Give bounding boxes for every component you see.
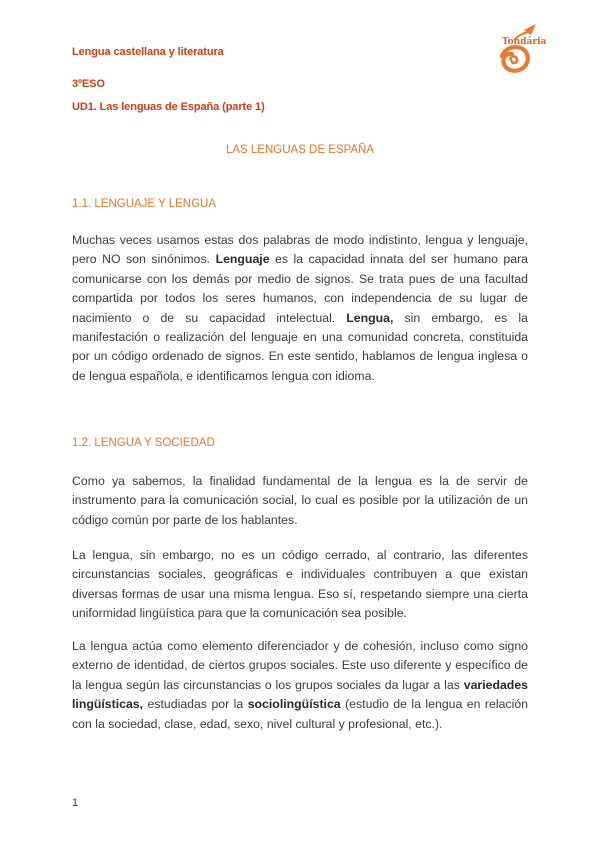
header-unit: UD1. Las lenguas de España (parte 1)	[72, 101, 265, 113]
paragraph: Muchas veces usamos estas dos palabras de modo indistinto, lengua y lenguaje, pero NO son sinónimos. Lenguaje es la capacidad innata del ser humano para comunicarse con los demás por medio de signos. Se trata pues de una facultad compartida por todos los seres humanos, con independencia de su lugar de nacimiento o de su capacidad intelectual. Lengua, sin embargo, es la manifestación o realización del lenguaje en una comunidad concreta, constituida por un código ordenado de signos. En este sentido, hablamos de lengua inglesa o de lengua española, e identificamos lengua con idioma.	[72, 233, 529, 383]
header-course: 3ºESO	[72, 78, 105, 90]
logo-text: Tondária	[502, 37, 546, 47]
header-subject: Lengua castellana y literatura	[72, 46, 224, 58]
paragraph: La lengua, sin embargo, no es un código cerrado, al contrario, las diferentes circunstancias sociales, geográficas e individuales contribuyen a que existan diversas formas de usar una misma lengua. Eso sí, respetando siempre una cierta uniformidad lingüística para que la comunicación sea posible.	[72, 548, 528, 621]
bold-term: variedades lingüísticas,	[72, 677, 528, 712]
paragraph: La lengua actúa como elemento diferenciador y de cohesión, incluso como signo externo de identidad, de ciertos grupos sociales. Este uso diferente y específico de la lengua según las circunstancias o los grupos sociales da lugar a las variedades lingüísticas, estudiadas por la sociolingüística (estudio de la lengua en relación con la sociedad, clase, edad, sexo, nivel cultural y profesional, etc.).	[72, 639, 528, 731]
page-title: LAS LENGUAS DE ESPAÑA	[225, 144, 375, 156]
bold-term: Lengua,	[346, 310, 394, 325]
paragraph: Como ya sabemos, la finalidad fundamental de la lengua es la de servir de instrumento para la comunicación social, lo cual es posible por la utilización de un código común por parte de los hablantes.	[72, 474, 528, 527]
tondaria-logo-icon	[484, 22, 546, 80]
section-heading: 1.1. LENGUAJE Y LENGUA	[72, 198, 217, 210]
page-number: 1	[72, 797, 79, 809]
bold-term: Lenguaje	[215, 252, 270, 267]
bold-term: sociolingüística	[247, 697, 341, 712]
section-heading: 1.2. LENGUA Y SOCIEDAD	[72, 437, 215, 449]
